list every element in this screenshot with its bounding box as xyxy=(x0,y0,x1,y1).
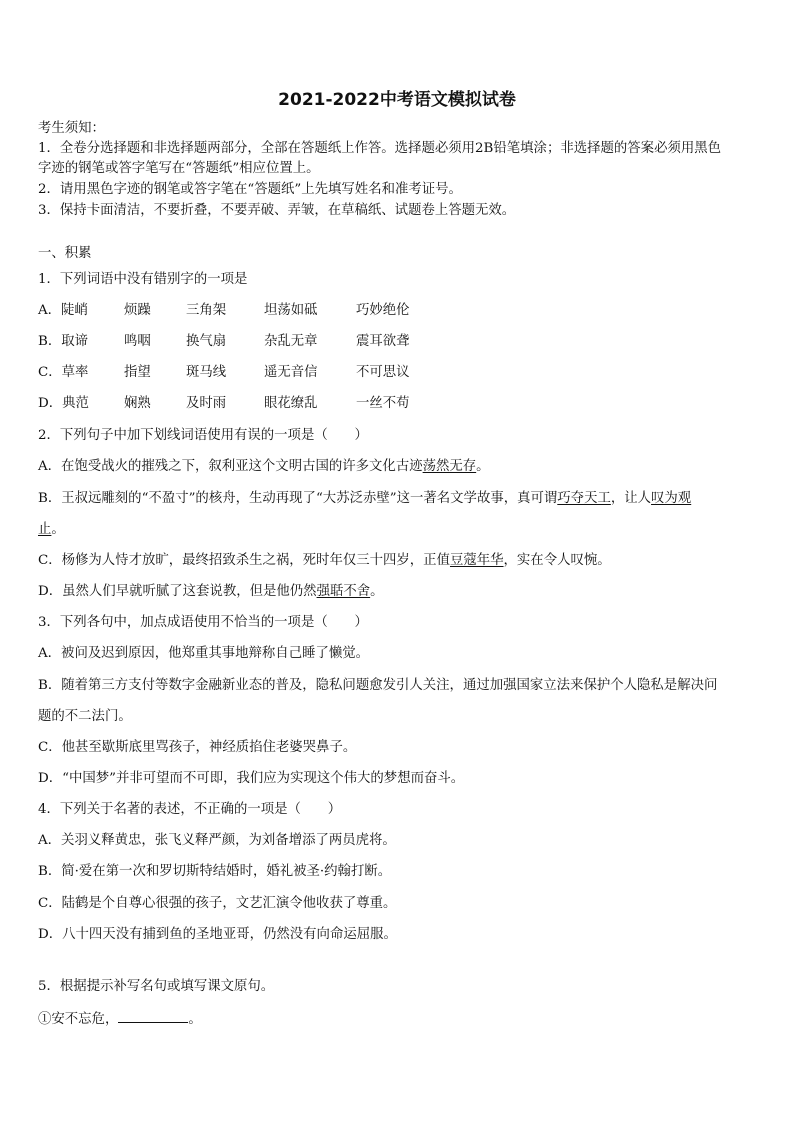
question-4-option-b: B．简·爱在第一次和罗切斯特结婚时，婚礼被圣·约翰打断。 xyxy=(38,864,392,879)
section-heading: 一、积累 xyxy=(38,246,92,261)
option-text: 。 xyxy=(51,522,65,537)
option-text: 。 xyxy=(370,584,384,599)
underlined-phrase: 巧夺天工 xyxy=(557,491,611,506)
notice-heading: 考生须知： xyxy=(38,121,105,136)
option-word: 一丝不苟 xyxy=(356,396,410,411)
option-word: 遥无音信 xyxy=(264,365,318,380)
question-4-option-a: A．关羽义释黄忠，张飞义释严颜，为刘备增添了两员虎将。 xyxy=(38,833,396,848)
option-word: 眼花缭乱 xyxy=(264,396,318,411)
option-word: 不可思议 xyxy=(356,365,410,380)
question-1-stem: 1．下列词语中没有错别字的一项是 xyxy=(38,272,248,287)
question-2-stem: 2．下列句子中加下划线词语使用有误的一项是（ ） xyxy=(38,428,368,443)
option-word: 及时雨 xyxy=(186,396,227,411)
question-2-option-a xyxy=(38,458,490,476)
option-text: ，实在令人叹惋。 xyxy=(503,553,611,568)
question-3-option-b-line-2: 题的不二法门。 xyxy=(38,709,132,724)
question-4-stem: 4．下列关于名著的表述，不正确的一项是（ ） xyxy=(38,802,342,817)
option-word: B．取谛 xyxy=(38,334,89,349)
item-text: ①安不忘危， xyxy=(38,1012,119,1027)
underlined-phrase: 荡然无存 xyxy=(422,459,477,474)
notice-item-1-line-1: 1．全卷分选择题和非选择题两部分，全部在答题纸上作答。选择题必须用2B铅笔填涂；非选择题的答案必须用黑色 xyxy=(38,141,722,156)
question-2-option-d xyxy=(38,583,384,601)
option-word: 烦躁 xyxy=(124,303,151,318)
option-word: 杂乱无章 xyxy=(264,334,318,349)
option-word: 斑马线 xyxy=(186,365,227,380)
question-5-stem: 5．根据提示补写名句或填写课文原句。 xyxy=(38,979,275,994)
answer-blank[interactable] xyxy=(118,1010,188,1023)
option-word: D．典范 xyxy=(38,396,89,411)
option-text: C．杨修为人恃才放旷，最终招致杀生之祸，死时年仅三十四岁，正值 xyxy=(38,553,450,568)
question-3-stem: 3．下列各句中，加点成语使用不恰当的一项是（ ） xyxy=(38,615,368,630)
underlined-phrase: 豆蔻年华 xyxy=(449,553,504,568)
question-2-option-c xyxy=(38,552,611,570)
option-text: B．王叔远雕刻的“不盈寸”的核舟，生动再现了“大苏泛赤壁”这一著名文学故事，真可谓 xyxy=(38,491,558,506)
option-word: 鸣咽 xyxy=(124,334,151,349)
option-word: 巧妙绝伦 xyxy=(356,303,410,318)
option-word: 坦荡如砥 xyxy=(264,303,318,318)
question-5-item-1 xyxy=(38,1010,202,1029)
notice-item-3: 3．保持卡面清洁，不要折叠，不要弄破、弄皱，在草稿纸、试题卷上答题无效。 xyxy=(38,203,516,218)
underlined-phrase: 强聒不舍 xyxy=(316,584,371,599)
option-word: 娴熟 xyxy=(124,396,151,411)
option-word: 三角架 xyxy=(186,303,227,318)
notice-item-2: 2．请用黑色字迹的钢笔或答字笔在“答题纸”上先填写姓名和准考证号。 xyxy=(38,182,462,197)
option-word: C．草率 xyxy=(38,365,89,380)
question-2-option-b-line-2 xyxy=(38,521,65,539)
question-4-option-c: C．陆鹤是个自尊心很强的孩子，文艺汇演令他收获了尊重。 xyxy=(38,896,397,911)
option-word: A．陡峭 xyxy=(38,303,88,318)
option-word: 指望 xyxy=(124,365,151,380)
notice-item-1-line-2: 字迹的钢笔或答字笔写在“答题纸”相应位置上。 xyxy=(38,161,320,176)
option-text: D．虽然人们早就听腻了这套说教，但是他仍然 xyxy=(38,584,317,599)
underlined-phrase: 叹为观 xyxy=(651,491,692,506)
option-word: 换气扇 xyxy=(186,334,227,349)
page-title: 2021-2022中考语文模拟试卷 xyxy=(278,90,516,110)
question-3-option-d: D．“中国梦”并非可望而不可即，我们应为实现这个伟大的梦想而奋斗。 xyxy=(38,771,465,786)
option-text: ，让人 xyxy=(610,491,652,506)
question-2-option-b-line-1 xyxy=(38,490,691,508)
question-4-option-d: D．八十四天没有捕到鱼的圣地亚哥，仍然没有向命运屈服。 xyxy=(38,927,397,942)
item-text: 。 xyxy=(188,1012,202,1027)
question-3-option-b-line-1: B．随着第三方支付等数字金融新业态的普及，隐私问题愈发引人关注，通过加强国家立法来保护个人隐私是解决问 xyxy=(38,678,718,693)
underlined-phrase: 止 xyxy=(38,522,52,537)
option-text: 。 xyxy=(476,459,490,474)
question-3-option-a: A．被问及迟到原因，他郑重其事地辩称自己睡了懒觉。 xyxy=(38,646,370,661)
question-3-option-c: C．他甚至歇斯底里骂孩子，神经质掐住老婆哭鼻子。 xyxy=(38,740,357,755)
option-text: A．在饱受战火的摧残之下，叙利亚这个文明古国的许多文化古迹 xyxy=(38,459,423,474)
option-word: 震耳欲聋 xyxy=(356,334,410,349)
